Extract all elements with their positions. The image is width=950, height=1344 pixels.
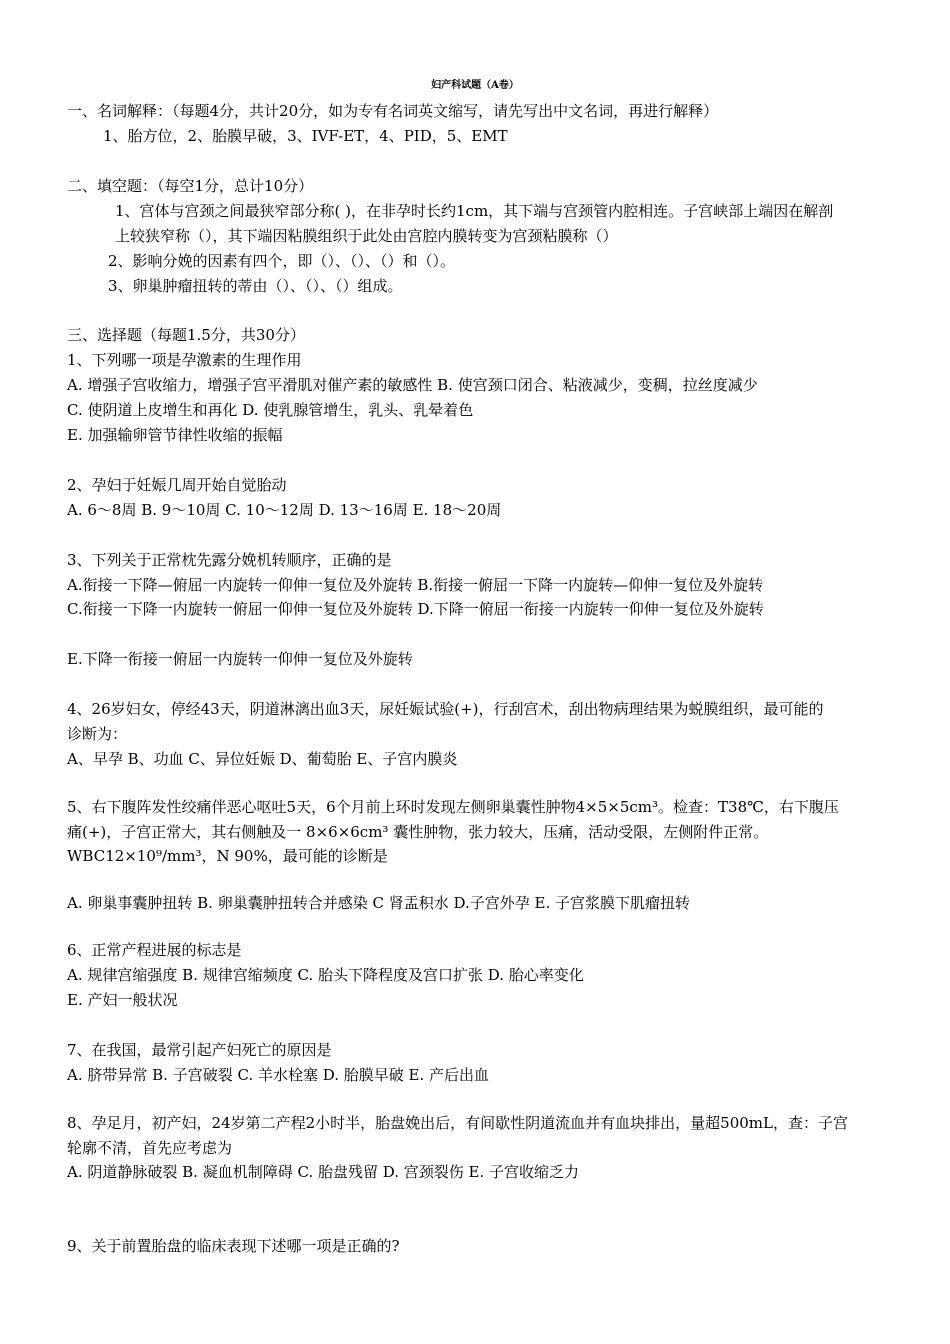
choice-q7-options: A. 脐带异常 B. 子宫破裂 C. 羊水栓塞 D. 胎膜早破 E. 产后出血 [67, 1066, 489, 1084]
choice-q6-stem: 6、正常产程进展的标志是 [67, 941, 242, 959]
choice-q3-options-line2: C.衔接一下降一内旋转一俯屈一仰伸一复位及外旋转 D.下降一俯屈一衔接一内旋转一仰伸一复位及外旋转 [67, 600, 764, 618]
choice-q5-stem-line2: 痛(+)，子宫正常大，其右侧触及一 8×6×6cm³ 囊性肿物，张力较大，压痛，活动受限，左侧附件正常。 [67, 823, 769, 841]
choice-q1-stem: 1、下列哪一项是孕激素的生理作用 [67, 351, 302, 369]
choice-q3-options-line3: E.下降一衔接一俯屈一内旋转一仰伸一复位及外旋转 [67, 650, 413, 668]
choice-q2-stem: 2、孕妇于妊娠几周开始自觉胎动 [67, 476, 287, 494]
choice-q5-options: A. 卵巢事囊肿扭转 B. 卵巢囊肿扭转合并感染 C 肾盂积水 D.子宫外孕 E. 子宫浆膜下肌瘤扭转 [67, 894, 690, 912]
section-1-header: 一、名词解释：（每题4分，共计20分，如为专有名词英文缩写，请先写出中文名词，再进行解释） [67, 102, 719, 120]
choice-q4-options: A、早孕 B、功血 C、异位妊娠 D、葡萄胎 E、子宫内膜炎 [67, 750, 458, 768]
section-3-header: 三、选择题（每题1.5分，共30分） [67, 326, 305, 344]
section-1-items: 1、胎方位，2、胎膜早破，3、IVF-ET，4、PID，5、EMT [103, 127, 508, 145]
choice-q8-stem-line2: 轮廓不清，首先应考虑为 [67, 1139, 233, 1157]
fill-q1-line2: 上较狭窄称（），其下端因粘膜组织于此处由宫腔内膜转变为宫颈粘膜称（） [115, 227, 618, 245]
choice-q2-options: A. 6～8周 B. 9～10周 C. 10～12周 D. 13～16周 E. 18～20周 [67, 501, 502, 519]
choice-q6-options-line2: E. 产妇一般状况 [67, 991, 178, 1009]
fill-q1-line1: 1、宫体与宫颈之间最狭窄部分称( )，在非孕时长约1cm，其下端与宫颈管内腔相连。子宫峡部上端因在解剖 [115, 202, 834, 220]
fill-q3: 3、卵巢肿瘤扭转的蒂由（）、（）、（）组成。 [108, 277, 403, 295]
choice-q4-stem-line1: 4、26岁妇女，停经43天，阴道淋漓出血3天，尿妊娠试验(+)，行刮宫术，刮出物病理结果为蜕膜组织，最可能的 [67, 700, 824, 718]
choice-q1-options-line3: E. 加强输卵管节律性收缩的振幅 [67, 426, 283, 444]
section-2-header: 二、填空题：（每空1分，总计10分） [67, 177, 314, 195]
choice-q5-stem-line3: WBC12×10⁹/mm³，N 90%，最可能的诊断是 [67, 847, 388, 865]
choice-q6-options-line1: A. 规律宫缩强度 B. 规律宫缩频度 C. 胎头下降程度及宫口扩张 D. 胎心率变化 [67, 966, 584, 984]
choice-q8-stem-line1: 8、孕足月，初产妇，24岁第二产程2小时半，胎盘娩出后，有间歇性阴道流血并有血块排出，量超500mL，查：子宫 [67, 1114, 848, 1132]
choice-q1-options-line2: C. 使阴道上皮增生和再化 D. 使乳腺管增生，乳头、乳晕着色 [67, 401, 474, 419]
choice-q5-stem-line1: 5、右下腹阵发性绞痛伴恶心呕吐5天，6个月前上环时发现左侧卵巢囊性肿物4×5×5cm³。检查：T38℃，右下腹压 [67, 798, 839, 816]
fill-q2: 2、影响分娩的因素有四个，即（）、（）、（）和（）。 [108, 252, 456, 270]
choice-q9-stem: 9、关于前置胎盘的临床表现下述哪一项是正确的? [67, 1237, 400, 1255]
choice-q3-options-line1: A.衔接一下降—俯屈一内旋转一仰伸一复位及外旋转 B.衔接一俯屈一下降一内旋转—仰伸一复位及外旋转 [67, 576, 764, 594]
choice-q8-options: A. 阴道静脉破裂 B. 凝血机制障碍 C. 胎盘残留 D. 宫颈裂伤 E. 子宫收缩乏力 [67, 1163, 579, 1181]
page-title: 妇产科试题（A卷） [431, 80, 519, 91]
choice-q4-stem-line2: 诊断为： [67, 725, 128, 743]
choice-q3-stem: 3、下列关于正常枕先露分娩机转顺序，正确的是 [67, 551, 392, 569]
choice-q7-stem: 7、在我国，最常引起产妇死亡的原因是 [67, 1041, 332, 1059]
choice-q1-options-line1: A. 增强子宫收缩力，增强子宫平滑肌对催产素的敏感性 B. 使宫颈口闭合、粘液减少，变稠，拉丝度减少 [67, 376, 758, 394]
